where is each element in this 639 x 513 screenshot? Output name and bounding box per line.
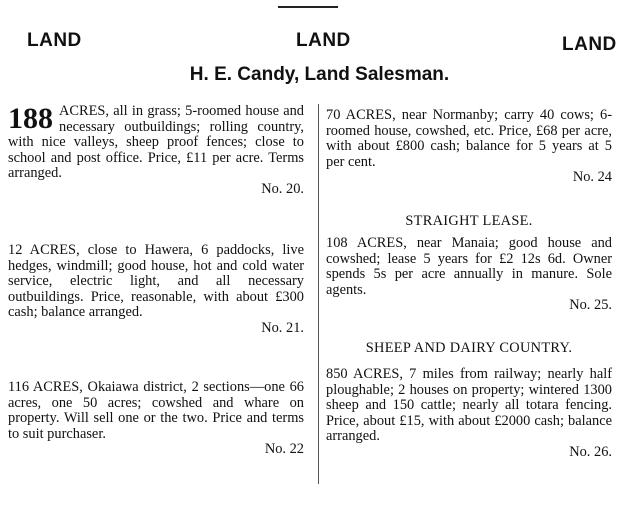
listing-116 (8, 380, 304, 458)
advert-subtitle: H. E. Candy, Land Salesman. (189, 64, 450, 85)
listing-text: ACRES, all in grass; 5-roomed house and necessary outbuildings; rolling country, with nice valleys, sheep proof fences; close to school and post office. Price, £11 per acre. Terms arranged. (8, 103, 304, 182)
top-rule (278, 6, 338, 8)
listing-188 (8, 104, 304, 198)
listing-text: 116 ACRES, Okaiawa district, 2 sections—one 66 acres, one 50 acres; cowshed and whare on property. Will sell one or the two. Price and terms to suit purchaser. (8, 379, 304, 442)
listing-ref: No. 26. (569, 443, 612, 460)
header-right: LAND (562, 34, 617, 55)
section-heading-sheep-dairy: SHEEP AND DAIRY COUNTRY. (365, 340, 573, 356)
section-heading-straight-lease: STRAIGHT LEASE. (405, 213, 533, 229)
listing-ref: No. 22 (264, 441, 304, 458)
listing-text: 108 ACRES, near Manaia; good house and cowshed; lease 5 years for £2 12s 6d. Owner spends 5s per acre annually in manure. Sole agents. (326, 235, 612, 298)
listing-108 (326, 236, 612, 314)
listing-ref: No. 25. (569, 297, 612, 314)
listing-70 (326, 108, 612, 186)
listing-lead-number: 188 (8, 102, 53, 135)
listing-ref: No. 21. (261, 319, 304, 336)
header-left: LAND (27, 30, 82, 51)
header-center: LAND (296, 30, 351, 51)
listing-ref: No. 20. (261, 180, 304, 197)
listing-12 (8, 243, 304, 337)
listing-ref: No. 24 (572, 169, 612, 186)
listing-850 (326, 367, 612, 461)
listing-text: 70 ACRES, near Normanby; carry 40 cows; 6-roomed house, cowshed, etc. Price, £68 per acre, with about £800 cash; balance for 5 years at 5 per cent. (326, 107, 612, 170)
listing-text: 12 ACRES, close to Hawera, 6 paddocks, live hedges, windmill; good house, hot and cold water service, electric light, and all necessary outbuildings. Price, reasonable, with about £300 cash; balance arranged. (8, 242, 304, 321)
column-divider (318, 104, 319, 484)
listing-text: 850 ACRES, 7 miles from railway; nearly half ploughable; 2 houses on property; wintered 1300 sheep and 150 cattle; nearly all totara fencing. Price, about £15, with about £2000 cash; balance arranged. (326, 366, 612, 445)
